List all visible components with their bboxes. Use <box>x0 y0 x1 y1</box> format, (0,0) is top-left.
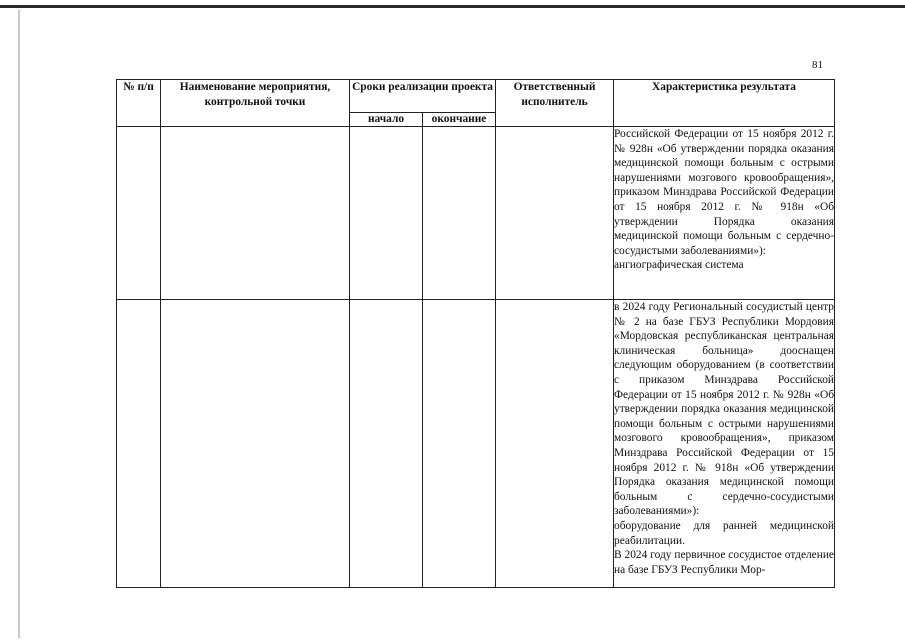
result-paragraph: Российской Федерации от 15 ноября 2012 г. № 928н «Об утверждении порядка оказания медицинской помощи больным с острыми нарушениями мозгового кровообращения», приказом Минздрава Российской Федерации от 15 ноября 2012 г. № 918н «Об утверждении Порядка оказания медицинской помощи больным с сердечно-сосудистыми заболеваниями»): <box>614 128 834 257</box>
table-row <box>117 300 835 588</box>
cell-start <box>350 127 423 300</box>
cell-num <box>117 127 161 300</box>
page-number: 81 <box>812 59 823 71</box>
scan-left-edge <box>18 10 20 638</box>
cell-responsible <box>496 300 614 588</box>
cell-result <box>614 127 835 300</box>
cell-result <box>614 300 835 588</box>
header-name: Наименование мероприятия, контрольной точки <box>161 80 350 127</box>
cell-responsible <box>496 127 614 300</box>
header-end: окончание <box>423 113 496 127</box>
result-paragraph: оборудование для ранней медицинской реабилитации. <box>614 519 834 547</box>
cell-end <box>423 300 496 588</box>
project-table <box>116 79 835 588</box>
header-start: начало <box>350 113 423 127</box>
cell-end <box>423 127 496 300</box>
result-paragraph: В 2024 году первичное сосудистое отделение на базе ГБУЗ Республики Мор- <box>614 549 834 576</box>
result-paragraph: ангиографическая система <box>614 259 744 272</box>
cell-start <box>350 300 423 588</box>
scan-top-edge <box>0 0 905 9</box>
header-num: № п/п <box>117 80 161 127</box>
header-responsible: Ответственный исполнитель <box>496 80 614 127</box>
cell-name <box>161 300 350 588</box>
cell-num <box>117 300 161 588</box>
cell-name <box>161 127 350 300</box>
result-paragraph: в 2024 году Региональный сосудистый центр № 2 на базе ГБУЗ Республики Мордовия «Мордовская республиканская центральная клиническая больница» дооснащен следующим оборудованием (в соответствии с приказом Минздрава Российской Федерации от 15 ноября 2012 г. № 928н «Об утверждении порядка оказания медицинской помощи больным с острыми нарушениями мозгового кровообращения», приказом Минздрава Российской Федерации от 15 ноября 2012 г. № 918н «Об утверждении Порядка оказания медицинской помощи больным с сердечно-сосудистыми заболеваниями»): <box>614 301 834 518</box>
header-result: Характеристика результата <box>614 80 835 127</box>
header-dates: Сроки реализации проекта <box>350 80 496 113</box>
table-row <box>117 127 835 300</box>
